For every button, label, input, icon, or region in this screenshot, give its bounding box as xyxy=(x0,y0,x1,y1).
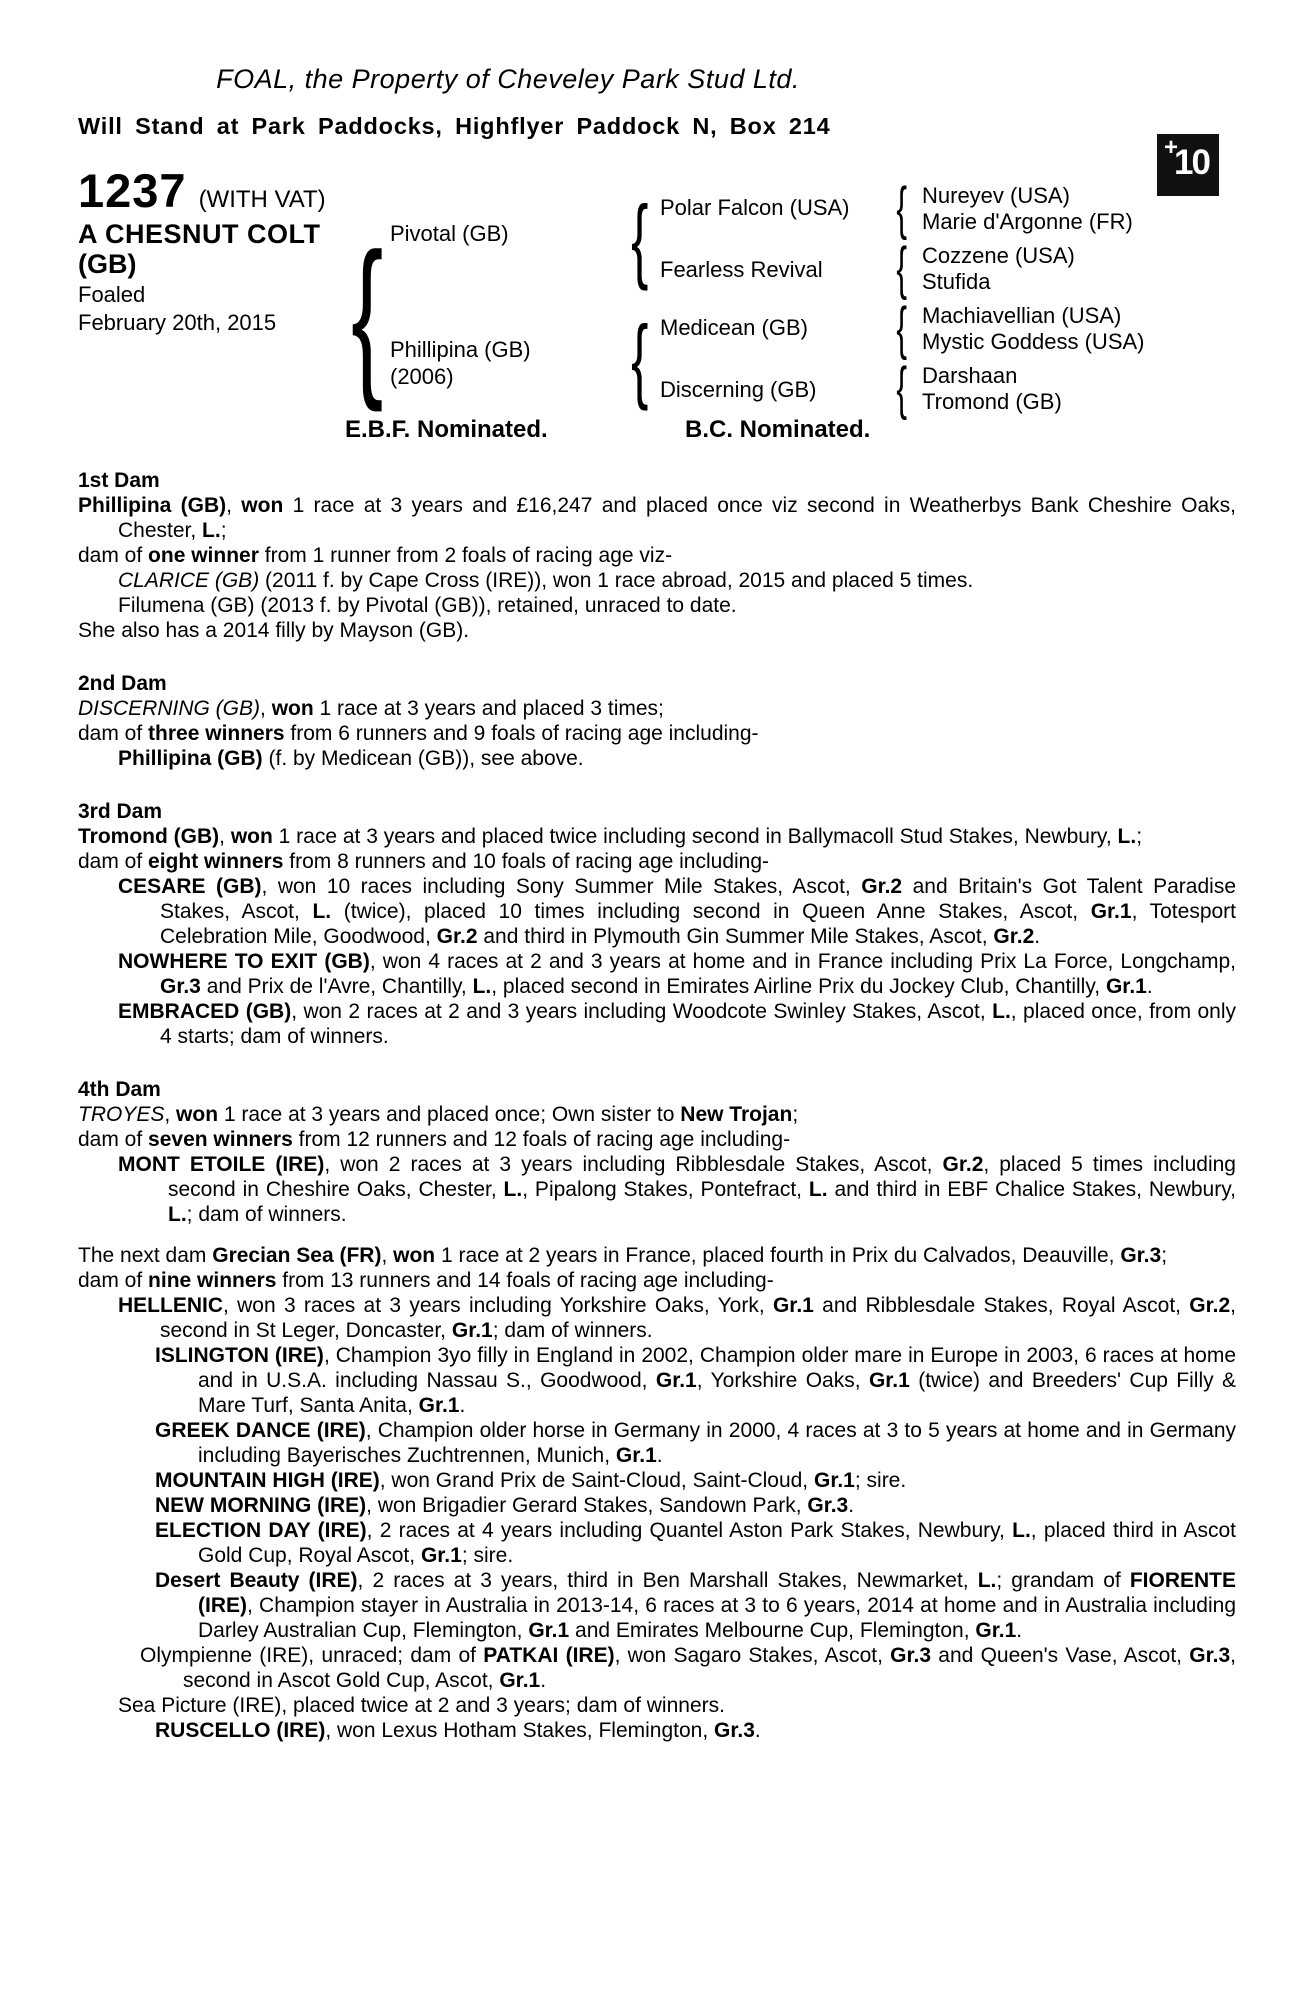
body-paragraph xyxy=(78,1418,1236,1468)
text-run: one winner xyxy=(148,544,259,567)
plus-icon: + xyxy=(1164,134,1179,161)
text-run: L. xyxy=(202,519,221,542)
text-run: dam of xyxy=(78,1269,149,1292)
text-run: , won Grand Prix de Saint-Cloud, Saint-Cloud, xyxy=(379,1469,814,1492)
text-run: , placed 5 times including second in Cheshire Oaks, Chester, xyxy=(168,1153,1236,1201)
text-run: ISLINGTON (IRE) xyxy=(155,1344,324,1367)
section-heading: 2nd Dam xyxy=(78,672,167,695)
catalogue-day-badge xyxy=(1157,134,1219,196)
pedigree-brace-dam xyxy=(624,312,655,406)
text-run: ; xyxy=(220,519,227,542)
pedigree-brace-gp4 xyxy=(892,360,911,418)
text-run: and third in Plymouth Gin Summer Mile Stakes, Ascot, xyxy=(477,925,994,948)
text-run: Gr.1 xyxy=(772,1294,814,1317)
text-run: ; sire. xyxy=(854,1469,907,1492)
pedigree-dam-sire: Medicean (GB) xyxy=(660,315,808,340)
text-run: NEW MORNING (IRE) xyxy=(155,1494,367,1517)
text-run: and Queen's Vase, Ascot, xyxy=(931,1644,1190,1667)
text-run: . xyxy=(848,1494,855,1517)
section-heading: 3rd Dam xyxy=(78,800,163,823)
body-paragraph xyxy=(78,824,1236,849)
pedigree-text-body xyxy=(78,468,1236,1743)
section-heading: 1st Dam xyxy=(78,469,160,492)
body-paragraph xyxy=(78,721,1236,746)
text-run: RUSCELLO (IRE) xyxy=(155,1719,326,1742)
text-run: seven winners xyxy=(148,1128,293,1151)
text-run: Sea Picture (IRE), placed twice at 2 and 3 years; dam of winners. xyxy=(118,1694,725,1717)
text-run: ; dam of winners. xyxy=(186,1203,347,1226)
text-run: dam of xyxy=(78,850,149,873)
pedigree-dam-dam: Discerning (GB) xyxy=(660,377,817,402)
text-run: EMBRACED (GB) xyxy=(118,1000,292,1023)
text-run: , won 3 races at 3 years including Yorkshire Oaks, York, xyxy=(223,1294,773,1317)
text-run: Tromond (GB) xyxy=(78,825,220,848)
text-run: , Pipalong Stakes, Pontefract, xyxy=(522,1178,809,1201)
text-run: L. xyxy=(1117,825,1137,848)
text-run: GREEK DANCE (IRE) xyxy=(155,1419,366,1442)
text-run: , xyxy=(164,1103,177,1126)
text-run: 1 race at 3 years and placed 3 times; xyxy=(313,697,664,720)
text-run: 1 race at 2 years in France, placed fourth in Prix du Calvados, Deauville, xyxy=(435,1244,1121,1267)
pedigree-brace-main xyxy=(338,228,396,403)
text-run: Gr.2 xyxy=(942,1153,984,1176)
text-run: and Britain's Got Talent Paradise Stakes, Ascot, xyxy=(160,875,1237,923)
text-run: , Totesport Celebration Mile, Goodwood, xyxy=(160,900,1237,948)
body-paragraph xyxy=(78,1493,1236,1518)
pedigree-brace-gp3 xyxy=(892,300,911,358)
body-paragraph xyxy=(78,1643,1236,1693)
text-run: nine winners xyxy=(148,1269,277,1292)
text-run: CLARICE (GB) xyxy=(118,569,260,592)
text-run: (2011 f. by Cape Cross (IRE)), won 1 race abroad, 2015 and placed 5 times. xyxy=(259,569,974,592)
text-run: dam of xyxy=(78,1128,149,1151)
body-paragraph xyxy=(78,593,1236,618)
body-paragraph xyxy=(78,1568,1236,1643)
text-run: , won Lexus Hotham Stakes, Flemington, xyxy=(325,1719,715,1742)
body-paragraph xyxy=(78,1518,1236,1568)
text-run: Gr.3 xyxy=(714,1719,755,1742)
text-run: dam of xyxy=(78,544,149,567)
animal-description: A CHESNUT COLT xyxy=(78,219,321,249)
foaled-label: Foaled xyxy=(78,282,146,307)
text-run: dam of xyxy=(78,722,149,745)
pedigree-ggp-6: Mystic Goddess (USA) xyxy=(922,329,1145,354)
text-run: Gr.1 xyxy=(975,1619,1017,1642)
text-run: MONT ETOILE (IRE) xyxy=(118,1153,325,1176)
foaled-date: February 20th, 2015 xyxy=(78,310,277,335)
body-paragraph xyxy=(78,1127,1236,1152)
text-run: , won 10 races including Sony Summer Mile Stakes, Ascot, xyxy=(261,875,862,898)
text-run: and third in EBF Chalice Stakes, Newbury, xyxy=(827,1178,1236,1201)
text-run: ; sire. xyxy=(461,1544,514,1567)
text-run: . xyxy=(540,1669,547,1692)
body-paragraph xyxy=(78,1293,1236,1343)
stand-location-line: Will Stand at Park Paddocks, Highflyer Paddock N, Box 214 xyxy=(78,113,831,139)
text-run: , Champion older horse in Germany in 2000, 4 races at 3 to 5 years at home and in Germany including Bayerisches Zuchtrennen, Munich, xyxy=(198,1419,1236,1467)
text-run: Gr.3 xyxy=(807,1494,849,1517)
text-run: . xyxy=(1146,975,1153,998)
pedigree-dam: Phillipina (GB) xyxy=(390,337,531,362)
text-run: Gr.1 xyxy=(1105,975,1147,998)
text-run: Gr.1 xyxy=(420,1544,462,1567)
text-run: L. xyxy=(992,1000,1011,1023)
bc-nominated-note: B.C. Nominated. xyxy=(685,416,871,443)
text-run: CESARE (GB) xyxy=(118,875,262,898)
text-run: Gr.2 xyxy=(436,925,478,948)
text-run: , xyxy=(219,825,231,848)
text-run: Gr.2 xyxy=(861,875,903,898)
text-run: . xyxy=(1034,925,1041,948)
text-run: New Trojan xyxy=(680,1103,793,1126)
pedigree-brace-sire xyxy=(624,192,655,286)
text-run: TROYES xyxy=(78,1103,165,1126)
body-paragraph xyxy=(78,874,1236,949)
text-run: L. xyxy=(312,900,332,923)
text-run: Gr.2 xyxy=(993,925,1035,948)
text-run: ; xyxy=(1136,825,1143,848)
lot-line xyxy=(78,163,326,218)
pedigree-sire-dam: Fearless Revival xyxy=(660,257,823,282)
text-run: , won Brigadier Gerard Stakes, Sandown Park, xyxy=(366,1494,808,1517)
pedigree-ggp-7: Darshaan xyxy=(922,363,1018,388)
body-paragraph xyxy=(78,746,1236,771)
badge-number: 10 xyxy=(1174,143,1209,182)
text-run: L. xyxy=(977,1569,997,1592)
text-run: Gr.3 xyxy=(160,975,201,998)
body-paragraph xyxy=(78,1343,1236,1418)
text-run: Filumena (GB) (2013 f. by Pivotal (GB)), retained, unraced to date. xyxy=(118,594,737,617)
body-paragraph xyxy=(78,1693,1236,1718)
text-run: , Yorkshire Oaks, xyxy=(696,1369,869,1392)
text-run: . xyxy=(459,1394,466,1417)
text-run: and Ribblesdale Stakes, Royal Ascot, xyxy=(813,1294,1190,1317)
ebf-nominated-note: E.B.F. Nominated. xyxy=(345,416,548,443)
text-run: L. xyxy=(1012,1519,1031,1542)
text-run: (twice), placed 10 times including second in Queen Anne Stakes, Ascot, xyxy=(331,900,1091,923)
text-run: , xyxy=(381,1244,394,1267)
body-paragraph xyxy=(78,543,1236,568)
body-paragraph xyxy=(78,1718,1236,1743)
section-heading: 4th Dam xyxy=(78,1078,161,1101)
text-run: 1 race at 3 years and placed once; Own sister to xyxy=(218,1103,681,1126)
text-run: . xyxy=(754,1719,761,1742)
text-run: . xyxy=(1016,1619,1023,1642)
text-run: Gr.1 xyxy=(615,1444,657,1467)
lot-number: 1237 xyxy=(78,164,187,217)
body-paragraph xyxy=(78,999,1236,1049)
animal-country-suffix: (GB) xyxy=(78,249,137,279)
text-run: Grecian Sea (FR) xyxy=(212,1244,382,1267)
text-run: . xyxy=(656,1444,663,1467)
body-paragraph xyxy=(78,1243,1236,1268)
text-run: FIORENTE (IRE) xyxy=(198,1569,1237,1617)
text-run: Phillipina (GB) xyxy=(78,494,227,517)
text-run: , Champion stayer in Australia in 2013-14, 6 races at 3 to 6 years, 2014 at home and in Australia including Darley Australian Cup, Flemington, xyxy=(198,1594,1236,1642)
text-run: and Prix de l'Avre, Chantilly, xyxy=(200,975,473,998)
text-run: ; grandam of xyxy=(996,1569,1130,1592)
text-run: from 13 runners and 14 foals of racing age including- xyxy=(276,1269,774,1292)
text-run: Gr.3 xyxy=(890,1644,932,1667)
text-run: L. xyxy=(503,1178,523,1201)
text-run: 1 race at 3 years and £16,247 and placed once viz second in Weatherbys Bank Cheshire Oaks, Chester, xyxy=(118,494,1237,542)
body-paragraph xyxy=(78,849,1236,874)
text-run: , won Sagaro Stakes, Ascot, xyxy=(614,1644,891,1667)
text-run: , xyxy=(226,494,242,517)
pedigree-ggp-8: Tromond (GB) xyxy=(922,389,1062,414)
text-run: (twice) and Breeders' Cup Filly & Mare Turf, Santa Anita, xyxy=(198,1369,1237,1417)
text-run: L. xyxy=(472,975,492,998)
pedigree-ggp-5: Machiavellian (USA) xyxy=(922,303,1122,328)
text-run: Phillipina (GB) xyxy=(118,747,263,770)
text-run: Desert Beauty (IRE) xyxy=(155,1569,358,1592)
body-paragraph xyxy=(78,1268,1236,1293)
text-run: ; dam of winners. xyxy=(492,1319,653,1342)
text-run: , placed third in Ascot Gold Cup, Royal Ascot, xyxy=(198,1519,1236,1567)
text-run: Gr.1 xyxy=(813,1469,855,1492)
text-run: won xyxy=(393,1244,436,1267)
text-run: , xyxy=(260,697,272,720)
text-run: , won 2 races at 2 and 3 years including Woodcote Swinley Stakes, Ascot, xyxy=(291,1000,993,1023)
text-run: DISCERNING (GB) xyxy=(78,697,261,720)
text-run: NOWHERE TO EXIT (GB) xyxy=(118,950,370,973)
pedigree-sire-sire: Polar Falcon (USA) xyxy=(660,195,850,220)
text-run: ELECTION DAY (IRE) xyxy=(155,1519,367,1542)
body-paragraph xyxy=(78,696,1236,721)
text-run: MOUNTAIN HIGH (IRE) xyxy=(155,1469,380,1492)
text-run: , 2 races at 4 years including Quantel Aston Park Stakes, Newbury, xyxy=(366,1519,1013,1542)
text-run: She also has a 2014 filly by Mayson (GB). xyxy=(78,619,470,642)
body-paragraph xyxy=(78,949,1236,999)
text-run: Gr.1 xyxy=(451,1319,493,1342)
body-paragraph xyxy=(78,1152,1236,1227)
pedigree-ggp-3: Cozzene (USA) xyxy=(922,243,1075,268)
text-run: , placed second in Emirates Airline Prix du Jockey Club, Chantilly, xyxy=(491,975,1106,998)
text-run: Gr.2 xyxy=(1189,1294,1231,1317)
text-run: The next dam xyxy=(78,1244,213,1267)
pedigree-ggp-4: Stufida xyxy=(922,269,991,294)
text-run: Gr.1 xyxy=(499,1669,541,1692)
body-paragraph xyxy=(78,1468,1236,1493)
text-run: L. xyxy=(168,1203,187,1226)
text-run: Gr.3 xyxy=(1189,1644,1231,1667)
text-run: eight winners xyxy=(148,850,284,873)
text-run: , 2 races at 3 years, third in Ben Marshall Stakes, Newmarket, xyxy=(357,1569,978,1592)
text-run: won xyxy=(230,825,273,848)
text-run: from 1 runner from 2 foals of racing age viz- xyxy=(258,544,673,567)
text-run: three winners xyxy=(148,722,285,745)
text-run: Gr.1 xyxy=(528,1619,570,1642)
text-run: , Champion 3yo filly in England in 2002, Champion older mare in Europe in 2003, 6 races at home and in U.S.A. including Nassau S., Goodwood, xyxy=(198,1344,1236,1392)
text-run: from 8 runners and 10 foals of racing age including- xyxy=(283,850,770,873)
pedigree-brace-gp1 xyxy=(892,180,911,238)
page-title: FOAL, the Property of Cheveley Park Stud Ltd. xyxy=(216,64,800,94)
text-run: , second in St Leger, Doncaster, xyxy=(160,1294,1236,1342)
body-paragraph xyxy=(78,493,1236,543)
vat-note: (WITH VAT) xyxy=(198,186,326,213)
body-paragraph xyxy=(78,618,1236,643)
text-run: Gr.1 xyxy=(418,1394,460,1417)
body-paragraph xyxy=(78,568,1236,593)
text-run: , won 4 races at 2 and 3 years at home and in France including Prix La Force, Longchamp, xyxy=(369,950,1237,973)
pedigree-dam-year: (2006) xyxy=(390,364,454,389)
text-run: HELLENIC xyxy=(118,1294,223,1317)
text-run: ; xyxy=(792,1103,799,1126)
text-run: , second in Ascot Gold Cup, Ascot, xyxy=(183,1644,1236,1692)
text-run: from 12 runners and 12 foals of racing age including- xyxy=(292,1128,791,1151)
text-run: from 6 runners and 9 foals of racing age including- xyxy=(284,722,759,745)
text-run: won xyxy=(241,494,284,517)
text-run: , won 2 races at 3 years including Ribblesdale Stakes, Ascot, xyxy=(324,1153,943,1176)
text-run: won xyxy=(271,697,314,720)
pedigree-ggp-1: Nureyev (USA) xyxy=(922,183,1070,208)
text-run: Gr.1 xyxy=(868,1369,910,1392)
text-run: (f. by Medicean (GB)), see above. xyxy=(262,747,584,770)
text-run: Olympienne (IRE), unraced; dam of xyxy=(140,1644,484,1667)
text-run: Gr.3 xyxy=(1120,1244,1162,1267)
pedigree-sire: Pivotal (GB) xyxy=(390,221,509,246)
text-run: ; xyxy=(1161,1244,1168,1267)
text-run: and Emirates Melbourne Cup, Flemington, xyxy=(569,1619,976,1642)
body-paragraph xyxy=(78,1102,1236,1127)
text-run: Gr.1 xyxy=(1090,900,1132,923)
text-run: L. xyxy=(808,1178,828,1201)
text-run: won xyxy=(176,1103,219,1126)
spacer xyxy=(78,1227,1236,1243)
text-run: PATKAI (IRE) xyxy=(483,1644,615,1667)
pedigree-ggp-2: Marie d'Argonne (FR) xyxy=(922,209,1133,234)
pedigree-brace-gp2 xyxy=(892,240,911,298)
text-run: 1 race at 3 years and placed twice including second in Ballymacoll Stud Stakes, Newbury, xyxy=(272,825,1118,848)
text-run: , placed once, from only 4 starts; dam of winners. xyxy=(160,1000,1237,1048)
text-run: Gr.1 xyxy=(655,1369,697,1392)
